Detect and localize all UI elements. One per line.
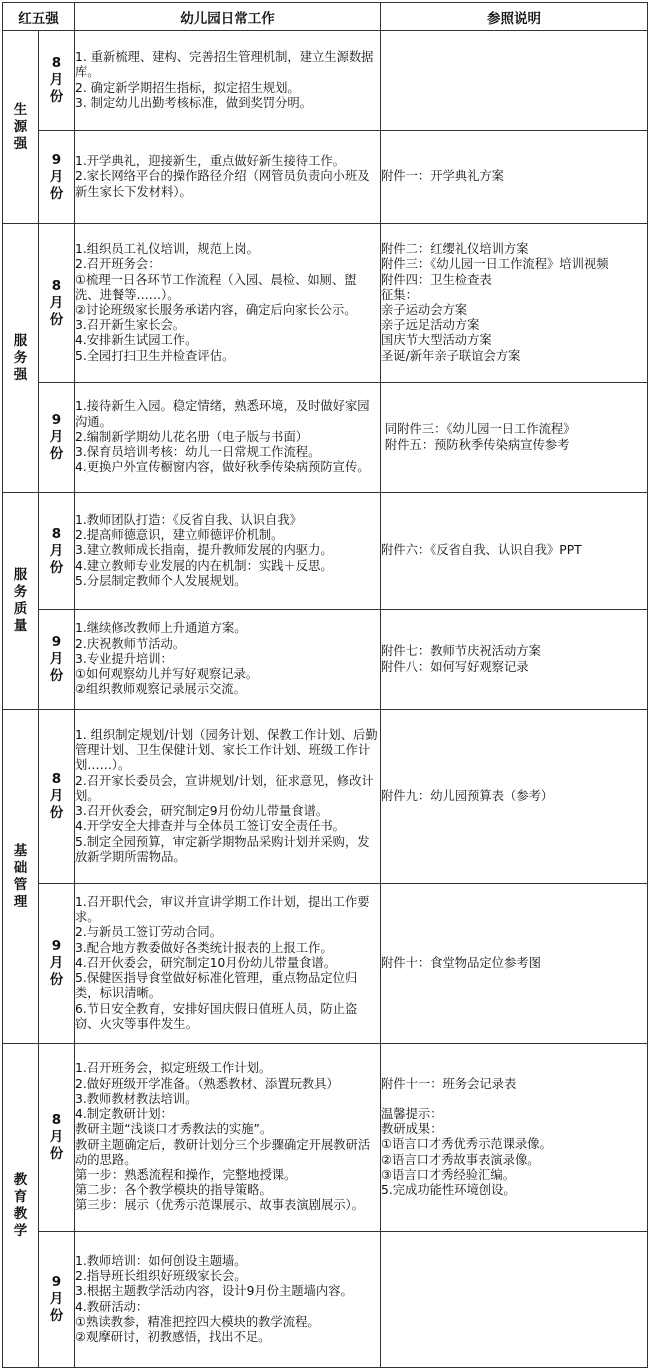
reference-item: 圣诞/新年亲子联谊会方案 (381, 348, 521, 363)
reference-item: 附件九：幼儿园预算表（参考） (381, 788, 554, 803)
reference-item: 5.完成功能性环境创设。 (381, 1183, 516, 1197)
category-label: 生源强 (13, 101, 28, 152)
table-row (3, 31, 648, 131)
table-row (3, 224, 648, 383)
work-item: 5.全园打扫卫生并检查评估。 (75, 348, 235, 363)
month-cell (39, 1044, 75, 1232)
month-label: 8月份 (49, 1112, 64, 1162)
work-item: 3.专业提升培训： (75, 651, 173, 666)
header-row (3, 3, 648, 31)
work-item: 1.召开班务会，拟定班级工作计划。 (75, 1061, 272, 1076)
category-label: 服务强 (13, 332, 28, 383)
work-item: 4.制定教研计划： (75, 1107, 173, 1122)
work-item: 4.安排新生试园工作。 (75, 333, 198, 348)
work-item: 1. 组织制定规划/计划（园务计划、保教工作计划、后勤管理计划、卫生保健计划、家长工作计划、班级工作计划……）。 (75, 728, 378, 773)
work-item: 教研主题“浅谈口才秀教法的实施”。 (75, 1122, 273, 1137)
work-item: 2.庆祝教师节活动。 (75, 636, 186, 651)
work-cell (75, 31, 381, 131)
reference-cell (381, 610, 648, 710)
category-cell (3, 31, 39, 224)
reference-item: 附件七：教师节庆祝活动方案 (381, 644, 541, 659)
work-item: 3.根据主题教学活动内容，设计9月份主题墙内容。 (75, 1284, 353, 1299)
work-item: 4.教研活动： (75, 1299, 149, 1314)
reference-item: 附件十：食堂物品定位参考图 (381, 955, 541, 970)
work-item: ①如何观察幼儿并写好观察记录。 (75, 667, 259, 682)
work-cell (75, 1232, 381, 1368)
reference-item: 同附件三：《幼儿园一日工作流程》 (381, 422, 576, 437)
reference-item: 亲子运动会方案 (381, 303, 468, 317)
work-item: 1.继续修改教师上升通道方案。 (75, 621, 247, 636)
header-category: 红五强 (3, 3, 75, 31)
header-reference: 参照说明 (381, 3, 648, 31)
month-cell (39, 884, 75, 1044)
work-item: 2.做好班级开学准备。（熟悉教材、添置玩教具） (75, 1076, 339, 1091)
reference-item: 征集： (381, 287, 418, 302)
reference-cell (381, 131, 648, 224)
reference-cell (381, 31, 648, 131)
month-cell (39, 224, 75, 383)
work-item: 4.建立教师专业发展的内在机制：实践＋反思。 (75, 558, 333, 573)
work-item: 3. 制定幼儿出勤考核标准，做到奖罚分明。 (75, 95, 312, 110)
table-row (3, 884, 648, 1044)
work-item: 2.编制新学期幼儿花名册（电子版与书面） (75, 429, 309, 444)
work-item: 2. 确定新学期招生指标，拟定招生规划。 (75, 80, 300, 95)
work-item: 第三步：展示（优秀示范课展示、故事表演剧展示）。 (75, 1198, 364, 1213)
work-item: 1.教师团队打造：《反省自我、认识自我》 (75, 512, 302, 527)
reference-item: 附件八：如何写好观察记录 (381, 659, 529, 674)
work-item: 1. 重新梳理、建构、完善招生管理机制，建立生源数据库。 (75, 50, 374, 80)
work-item: ②讨论班级家长服务承诺内容，确定后向家长公示。 (75, 303, 357, 317)
work-item: 6.节日安全教育，安排好国庆假日值班人员，防止盗窃、火灾等事件发生。 (75, 1001, 358, 1031)
work-cell (75, 610, 381, 710)
work-item: 3.保育员培训考核：幼儿一日常规工作流程。 (75, 445, 321, 460)
work-cell (75, 884, 381, 1044)
category-label: 服务质量 (13, 567, 28, 634)
month-cell (39, 31, 75, 131)
work-item: 1.召开职代会，审议并宣讲学期工作计划，提出工作要求。 (75, 895, 370, 925)
reference-item: ①语言口才秀优秀示范课录像。 (381, 1137, 552, 1152)
table-row (3, 131, 648, 224)
category-label: 教育教学 (13, 1171, 28, 1239)
reference-item: 附件六：《反省自我、认识自我》PPT (381, 543, 582, 558)
work-cell (75, 131, 381, 224)
header-daily-work: 幼儿园日常工作 (75, 3, 381, 31)
reference-cell (381, 884, 648, 1044)
reference-cell (381, 224, 648, 383)
reference-item (381, 1092, 647, 1107)
month-cell (39, 131, 75, 224)
month-label: 8月份 (49, 525, 64, 576)
work-item: 2.召开班务会： (75, 257, 161, 272)
work-item: 教研主题确定后，教研计划分三个步骤确定开展教研活动的思路。 (75, 1137, 371, 1167)
reference-item: 亲子远足活动方案 (381, 318, 480, 333)
work-item: ②观摩研讨，初教感悟，找出不足。 (75, 1329, 271, 1344)
work-cell (75, 224, 381, 383)
category-cell (3, 493, 39, 710)
work-item: ①梳理一日各环节工作流程（入园、晨检、如厕、盥洗、进餐等……）。 (75, 272, 357, 302)
work-item: 5.分层制定教师个人发展规划。 (75, 573, 247, 588)
reference-item: 附件十一：班务会记录表 (381, 1076, 517, 1091)
schedule-body (3, 31, 648, 1368)
work-cell (75, 1044, 381, 1232)
work-item: 5.保健医指导食堂做好标准化管理，重点物品定位归类，标识清晰。 (75, 971, 358, 1001)
work-item: 2.家长网络平台的操作路径介绍（网管员负责向小班及新生家长下发材料）。 (75, 169, 370, 199)
month-label: 9月份 (49, 634, 64, 684)
table-row (3, 493, 648, 610)
work-item: 5.制定全园预算，审定新学期物品采购计划并采购，发放新学期所需物品。 (75, 834, 370, 864)
month-label: 9月份 (49, 412, 64, 462)
month-cell (39, 383, 75, 493)
work-item: 2.提高师德意识，建立师德评价机制。 (75, 528, 284, 543)
table-row (3, 1044, 648, 1232)
work-item: 4.召开伙委会，研究制定10月份幼儿带量食谱。 (75, 955, 337, 970)
work-item: 1.组织员工礼仪培训，规范上岗。 (75, 242, 259, 257)
reference-item: 附件三：《幼儿园一日工作流程》培训视频 (381, 257, 609, 272)
work-cell (75, 710, 381, 884)
work-item: ②组织教师观察记录展示交流。 (75, 682, 246, 697)
category-cell (3, 710, 39, 1044)
table-row (3, 710, 648, 884)
month-label: 8月份 (49, 277, 64, 328)
category-cell (3, 1044, 39, 1368)
month-cell (39, 1232, 75, 1368)
month-label: 8月份 (49, 55, 64, 105)
table-row (3, 383, 648, 493)
reference-item: 附件一：开学典礼方案 (381, 169, 504, 184)
work-item: 4.更换户外宣传橱窗内容，做好秋季传染病预防宣传。 (75, 460, 370, 475)
table-row (3, 1232, 648, 1368)
reference-item: ③语言口才秀经验汇编。 (381, 1167, 515, 1182)
reference-cell (381, 1232, 648, 1368)
work-item: 3.配合地方教委做好各类统计报表的上报工作。 (75, 940, 333, 955)
month-cell (39, 493, 75, 610)
month-label: 9月份 (49, 151, 64, 202)
work-item: 1.接待新生入园。稳定情绪，熟悉环境，及时做好家园沟通。 (75, 399, 370, 429)
reference-item: 教研成果： (381, 1122, 443, 1137)
work-item: 1.教师培训：如何创设主题墙。 (75, 1253, 247, 1268)
work-item: 2.指导班长组织好班级家长会。 (75, 1269, 247, 1284)
month-cell (39, 610, 75, 710)
work-item: ①熟读教参，精准把控四大模块的教学流程。 (75, 1314, 320, 1329)
reference-item: 附件五：预防秋季传染病宣传参考 (381, 437, 570, 452)
reference-cell (381, 493, 648, 610)
reference-cell (381, 1044, 648, 1232)
work-item: 4.开学安全大排查并与全体员工签订安全责任书。 (75, 819, 345, 834)
reference-item: 国庆节大型活动方案 (381, 333, 492, 348)
month-label: 8月份 (49, 771, 64, 821)
category-label: 基础管理 (13, 842, 28, 910)
work-item: 3.召开新生家长会。 (75, 318, 186, 333)
work-item: 2.与新员工签订劳动合同。 (75, 925, 222, 940)
work-item: 2.召开家长委员会，宣讲规划/计划，征求意见，修改计划。 (75, 773, 374, 803)
work-item: 第一步：熟悉流程和操作，完整地授课。 (75, 1167, 297, 1182)
work-schedule-table (2, 2, 648, 1368)
category-cell (3, 224, 39, 493)
reference-item: ②语言口才秀故事表演录像。 (381, 1152, 540, 1167)
table-row (3, 610, 648, 710)
month-cell (39, 710, 75, 884)
work-item: 3.教师教材教法培训。 (75, 1091, 198, 1106)
reference-cell (381, 710, 648, 884)
reference-cell (381, 383, 648, 493)
work-item: 3.建立教师成长指南，提升教师发展的内驱力。 (75, 543, 333, 558)
work-cell (75, 383, 381, 493)
work-item: 3.召开伙委会，研究制定9月份幼儿带量食谱。 (75, 804, 329, 819)
reference-item: 附件二：红缨礼仪培训方案 (381, 242, 529, 257)
work-item: 第二步：各个教学模块的指导策略。 (75, 1183, 272, 1198)
month-label: 9月份 (49, 938, 64, 988)
reference-item: 附件四：卫生检查表 (381, 272, 492, 287)
reference-item: 温馨提示： (381, 1106, 443, 1121)
work-cell (75, 493, 381, 610)
work-item: 1.开学典礼，迎接新生，重点做好新生接待工作。 (75, 154, 345, 169)
month-label: 9月份 (49, 1274, 64, 1324)
